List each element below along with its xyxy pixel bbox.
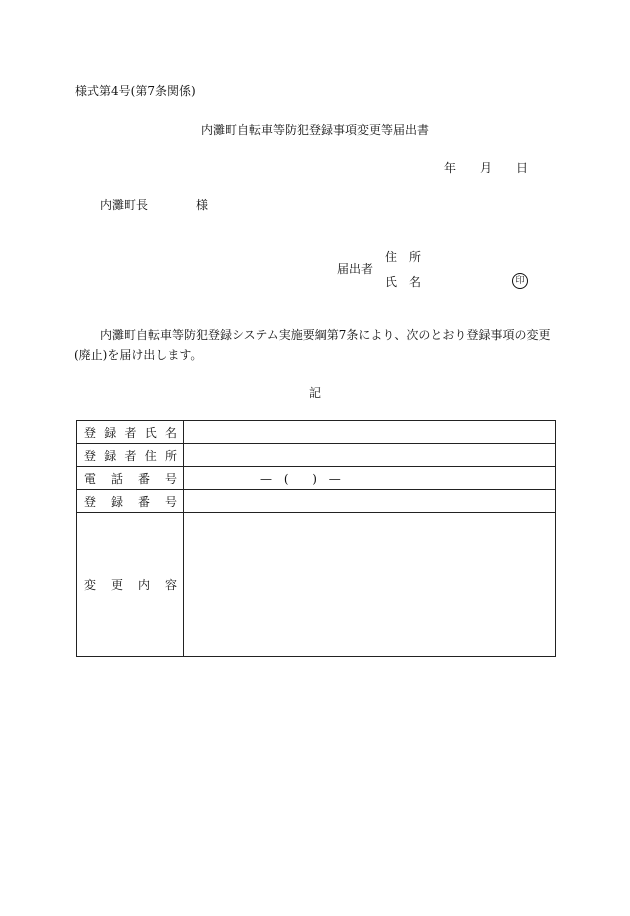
table-label-cell <box>77 444 184 467</box>
label-char: 録 <box>110 494 123 509</box>
table-label-cell <box>77 513 184 657</box>
seal-mark: 印 <box>512 273 528 289</box>
label-char: 話 <box>110 471 123 486</box>
table-label-cell <box>77 490 184 513</box>
label-char: 者 <box>124 448 137 463</box>
label-char: 登 <box>84 448 97 463</box>
applicant-label: 届出者 <box>337 262 374 276</box>
table-label-cell <box>77 467 184 490</box>
label-char: 者 <box>124 425 137 440</box>
label-char: 録 <box>104 448 117 463</box>
label-char: 登 <box>84 494 97 509</box>
phone-field[interactable] <box>184 467 556 490</box>
name-label: 氏名 <box>385 275 434 289</box>
label-char: 番 <box>137 471 150 486</box>
label-char: 番 <box>137 494 150 509</box>
label-char: 内 <box>137 578 150 592</box>
document-title: 内灘町自転車等防犯登録事項変更等届出書 <box>200 123 429 137</box>
registration-table <box>76 420 556 657</box>
registrant-address-label <box>77 447 183 464</box>
registration-number-field[interactable] <box>184 490 556 513</box>
phone-label <box>77 470 183 487</box>
label-char: 号 <box>164 471 177 486</box>
table-row-registrant-address <box>77 444 556 467</box>
change-details-label <box>77 576 183 593</box>
label-char: 容 <box>164 578 177 592</box>
date-month-label: 月 <box>480 161 493 175</box>
address-label: 住所 <box>385 250 434 264</box>
table-row-registrant-name <box>77 421 556 444</box>
form-number: 様式第4号(第7条関係) <box>75 84 196 98</box>
registrant-name-label <box>77 424 183 441</box>
body-text-line-2: (廃止)を届け出します。 <box>74 348 203 362</box>
table-row-phone <box>77 467 556 490</box>
label-char: 所 <box>164 448 177 463</box>
label-char: 氏 <box>144 425 157 440</box>
ki-heading: 記 <box>308 386 321 400</box>
label-char: 変 <box>84 578 97 592</box>
table-row-registration-number <box>77 490 556 513</box>
registrant-address-field[interactable] <box>184 444 556 467</box>
body-text-line-1: 内灘町自転車等防犯登録システム実施要綱第7条により、次のとおり登録事項の変更 <box>100 328 551 342</box>
date-day-label: 日 <box>516 161 529 175</box>
label-char: 登 <box>84 425 97 440</box>
phone-placeholder: — ( ) — <box>260 471 341 486</box>
table-row-change-details <box>77 513 556 657</box>
recipient-honorific: 様 <box>196 198 209 212</box>
registrant-name-field[interactable] <box>184 421 556 444</box>
label-char: 録 <box>104 425 117 440</box>
label-char: 号 <box>164 494 177 509</box>
label-char: 名 <box>164 425 177 440</box>
registration-number-label <box>77 493 183 510</box>
date-year-label: 年 <box>444 161 457 175</box>
table-label-cell <box>77 421 184 444</box>
recipient-name: 内灘町長 <box>100 198 149 212</box>
label-char: 電 <box>84 471 97 486</box>
change-details-field[interactable] <box>184 513 556 657</box>
label-char: 更 <box>110 578 123 592</box>
label-char: 住 <box>144 448 157 463</box>
